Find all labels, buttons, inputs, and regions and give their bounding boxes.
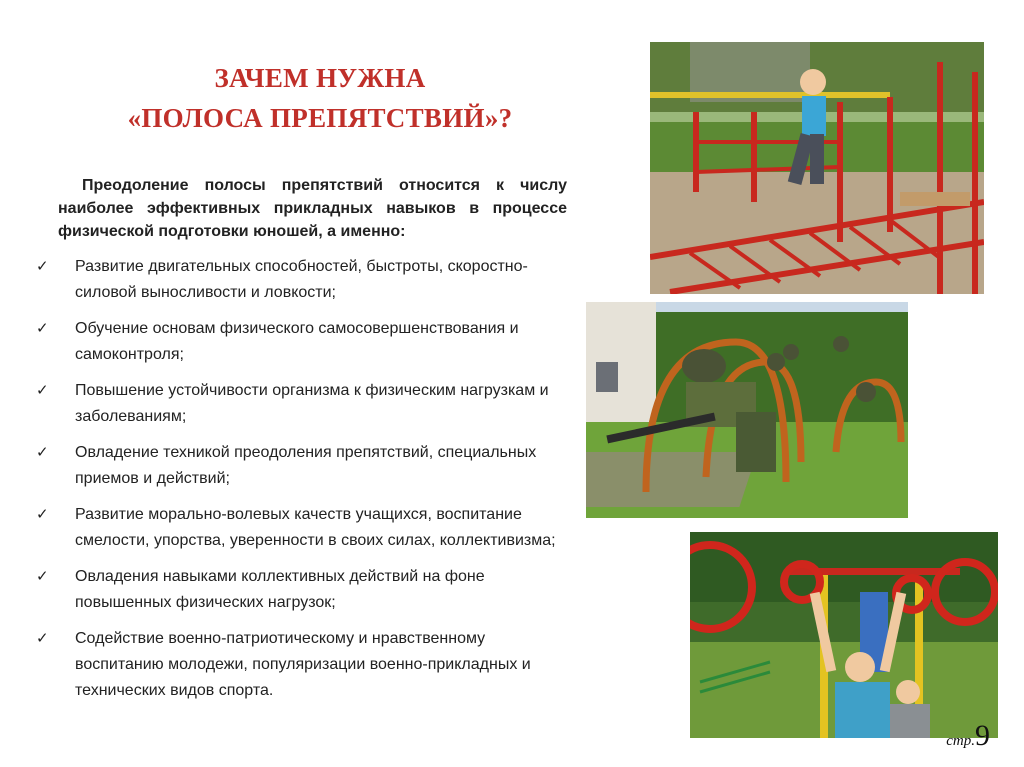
check-icon: ✓ (36, 382, 49, 399)
list-item-text: Развитие двигательных способностей, быстроты, скоростно-силовой выносливости и ловкости; (75, 258, 528, 301)
list-item (36, 626, 576, 704)
check-icon: ✓ (36, 444, 49, 461)
list-item (36, 564, 576, 616)
page-number (946, 719, 990, 753)
list-item-text: Овладения навыками коллективных действий на фоне повышенных физических нагрузок; (75, 568, 485, 611)
list-item (36, 254, 576, 306)
slide-title (40, 58, 600, 138)
photo-cadets-crawling (586, 302, 908, 518)
title-line-2: «ПОЛОСА ПРЕПЯТСТВИЙ»? (127, 103, 513, 133)
check-icon: ✓ (36, 506, 49, 523)
check-icon: ✓ (36, 258, 49, 275)
list-item-text: Овладение техникой преодоления препятствий, специальных приемов и действий; (75, 444, 537, 487)
title-line-1: ЗАЧЕМ НУЖНА (214, 63, 426, 93)
list-item (36, 378, 576, 430)
list-item-text: Повышение устойчивости организма к физическим нагрузкам и заболеваниям; (75, 382, 549, 425)
intro-paragraph: Преодоление полосы препятствий относится к числу наиболее эффективных прикладных навыков в процессе физической подготовки юношей, а именно: (58, 177, 567, 240)
check-icon: ✓ (36, 630, 49, 647)
check-icon: ✓ (36, 568, 49, 585)
benefits-list (36, 254, 576, 714)
list-item (36, 440, 576, 492)
list-item (36, 502, 576, 554)
list-item-text: Обучение основам физического самосовершенствования и самоконтроля; (75, 320, 519, 363)
check-icon: ✓ (36, 320, 49, 337)
page-prefix: стр. (946, 733, 975, 749)
photo-rings-obstacle (690, 532, 998, 738)
list-item-text: Развитие морально-волевых качеств учащихся, воспитание смелости, упорства, уверенности в своих силах, коллективизма; (75, 506, 556, 549)
list-item (36, 316, 576, 368)
page-number-value: 9 (975, 719, 990, 752)
photo-playground-climbing (650, 42, 984, 294)
list-item-text: Содействие военно-патриотическому и нравственному воспитанию молодежи, популяризации военно-прикладных и технических видов спорта. (75, 630, 531, 699)
